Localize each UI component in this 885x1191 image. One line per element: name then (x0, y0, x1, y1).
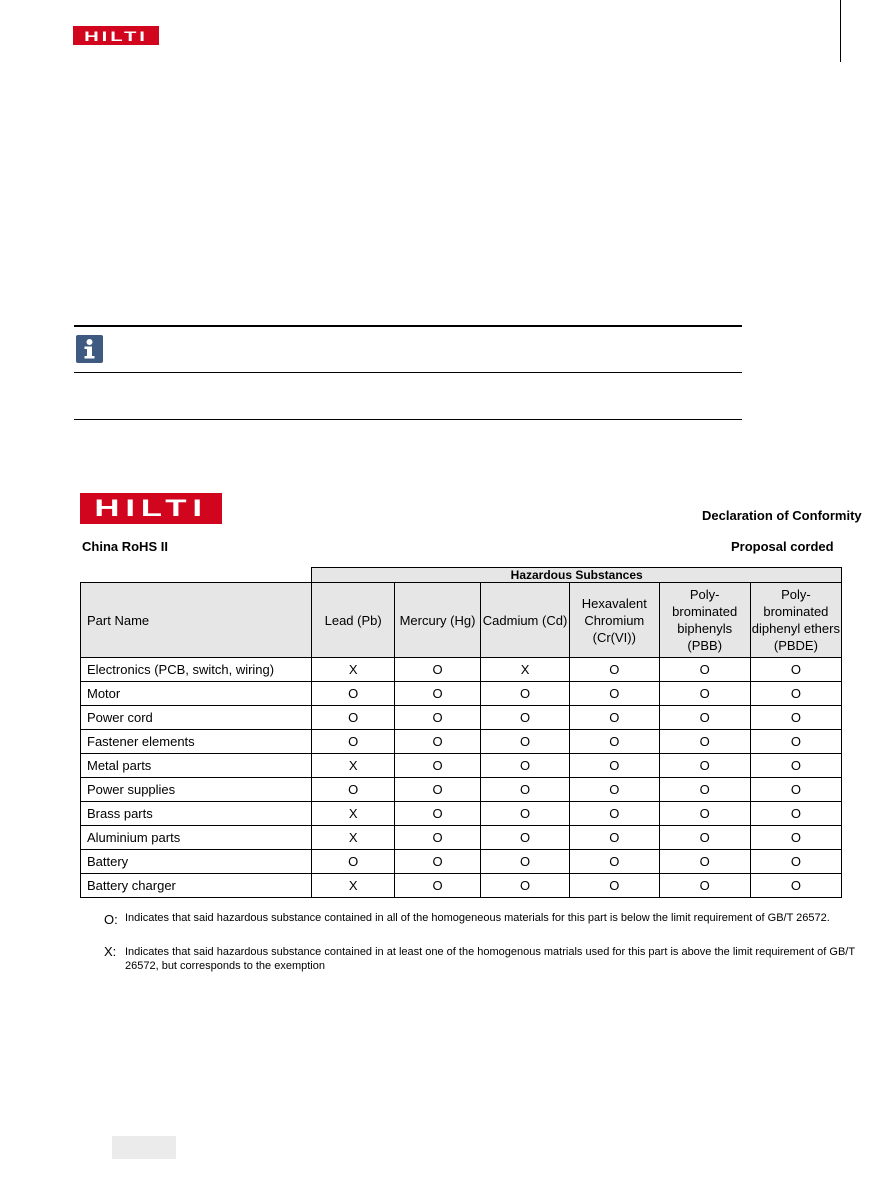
substance-value-cell: O (312, 730, 395, 754)
substance-value-cell: O (659, 754, 750, 778)
table-row (81, 682, 842, 706)
hilti-logo: HILTI (73, 26, 159, 45)
part-name-header: Part Name (81, 583, 312, 658)
substance-value-cell: X (312, 754, 395, 778)
substance-value-cell: O (750, 802, 841, 826)
substance-column-header: Poly-brominated biphenyls (PBB) (659, 583, 750, 658)
substance-value-cell: O (394, 802, 480, 826)
substance-value-cell: O (394, 682, 480, 706)
part-name-cell: Electronics (PCB, switch, wiring) (81, 658, 312, 682)
substance-value-cell: O (659, 826, 750, 850)
substance-value-cell: O (569, 874, 659, 898)
substance-value-cell: O (394, 730, 480, 754)
table-row (81, 874, 842, 898)
substance-value-cell: O (569, 754, 659, 778)
substance-value-cell: O (750, 754, 841, 778)
substance-value-cell: O (481, 754, 570, 778)
substance-value-cell: O (481, 850, 570, 874)
substance-value-cell: O (659, 874, 750, 898)
blank-header-cell (81, 568, 312, 583)
substance-column-header: Poly-brominated diphenyl ethers (PBDE) (750, 583, 841, 658)
part-name-cell: Brass parts (81, 802, 312, 826)
substance-value-cell: O (481, 706, 570, 730)
substance-value-cell: O (569, 802, 659, 826)
substance-value-cell: O (750, 682, 841, 706)
part-name-cell: Battery (81, 850, 312, 874)
substance-column-header: Hexavalent Chromium (Cr(VI)) (569, 583, 659, 658)
table-row (81, 658, 842, 682)
declaration-title: Declaration of Conformity (702, 508, 862, 523)
substance-value-cell: O (569, 706, 659, 730)
substance-value-cell: O (659, 730, 750, 754)
table-row (81, 706, 842, 730)
substance-column-header: Mercury (Hg) (394, 583, 480, 658)
part-name-cell: Power supplies (81, 778, 312, 802)
substance-value-cell: X (312, 826, 395, 850)
substance-column-header: Lead (Pb) (312, 583, 395, 658)
substance-value-cell: X (312, 874, 395, 898)
substance-value-cell: O (659, 850, 750, 874)
substance-value-cell: O (659, 802, 750, 826)
substance-value-cell: O (569, 658, 659, 682)
part-name-cell: Aluminium parts (81, 826, 312, 850)
part-name-cell: Battery charger (81, 874, 312, 898)
part-name-cell: Power cord (81, 706, 312, 730)
substance-value-cell: X (312, 802, 395, 826)
substance-value-cell: O (481, 682, 570, 706)
substance-value-cell: O (394, 706, 480, 730)
substance-value-cell: O (750, 874, 841, 898)
substance-value-cell: O (750, 826, 841, 850)
table-row (81, 850, 842, 874)
legend-x-text: Indicates that said hazardous substance contained in at least one of the homogenous matrials used for this part is above the limit requirement of GB/T 26572, but corresponds to the exemption (125, 946, 855, 972)
substance-value-cell: O (569, 850, 659, 874)
part-name-cell: Metal parts (81, 754, 312, 778)
legend-x-key: X: (104, 944, 117, 959)
substance-value-cell: O (312, 778, 395, 802)
substance-value-cell: X (312, 658, 395, 682)
substance-value-cell: O (659, 778, 750, 802)
substance-value-cell: O (312, 850, 395, 874)
substance-value-cell: O (394, 754, 480, 778)
hilti-logo-declaration: HILTI (80, 493, 222, 524)
substance-value-cell: O (750, 730, 841, 754)
substance-value-cell: O (481, 826, 570, 850)
substance-value-cell: O (569, 682, 659, 706)
group-header: Hazardous Substances (312, 568, 842, 583)
substance-value-cell: O (481, 730, 570, 754)
substance-value-cell: O (750, 850, 841, 874)
substance-value-cell: O (569, 778, 659, 802)
hazardous-substances-table (80, 567, 842, 898)
regulation-label: China RoHS II (82, 539, 168, 554)
substance-value-cell: O (659, 682, 750, 706)
proposal-label: Proposal corded (731, 539, 834, 554)
substance-value-cell: O (481, 802, 570, 826)
substance-value-cell: O (750, 658, 841, 682)
substance-value-cell: O (569, 826, 659, 850)
substance-value-cell: O (394, 658, 480, 682)
substance-value-cell: O (312, 706, 395, 730)
table-row (81, 754, 842, 778)
part-name-cell: Motor (81, 682, 312, 706)
table-row (81, 826, 842, 850)
substance-value-cell: O (481, 778, 570, 802)
substance-value-cell: O (659, 658, 750, 682)
substance-column-header: Cadmium (Cd) (481, 583, 570, 658)
substance-value-cell: O (659, 706, 750, 730)
table-row (81, 730, 842, 754)
substance-value-cell: O (394, 874, 480, 898)
table-row (81, 778, 842, 802)
substance-value-cell: O (750, 706, 841, 730)
table-row (81, 802, 842, 826)
part-name-cell: Fastener elements (81, 730, 312, 754)
substance-value-cell: O (394, 850, 480, 874)
legend-o-text: Indicates that said hazardous substance contained in all of the homogeneous materials for this part is below the limit requirement of GB/T 26572. (125, 912, 830, 924)
substance-value-cell: X (481, 658, 570, 682)
substance-value-cell: O (394, 826, 480, 850)
substance-value-cell: O (312, 682, 395, 706)
substance-value-cell: O (569, 730, 659, 754)
substance-value-cell: O (481, 874, 570, 898)
substance-value-cell: O (750, 778, 841, 802)
legend-o-key: O: (104, 912, 118, 927)
substance-value-cell: O (394, 778, 480, 802)
page-number-box (112, 1136, 176, 1159)
